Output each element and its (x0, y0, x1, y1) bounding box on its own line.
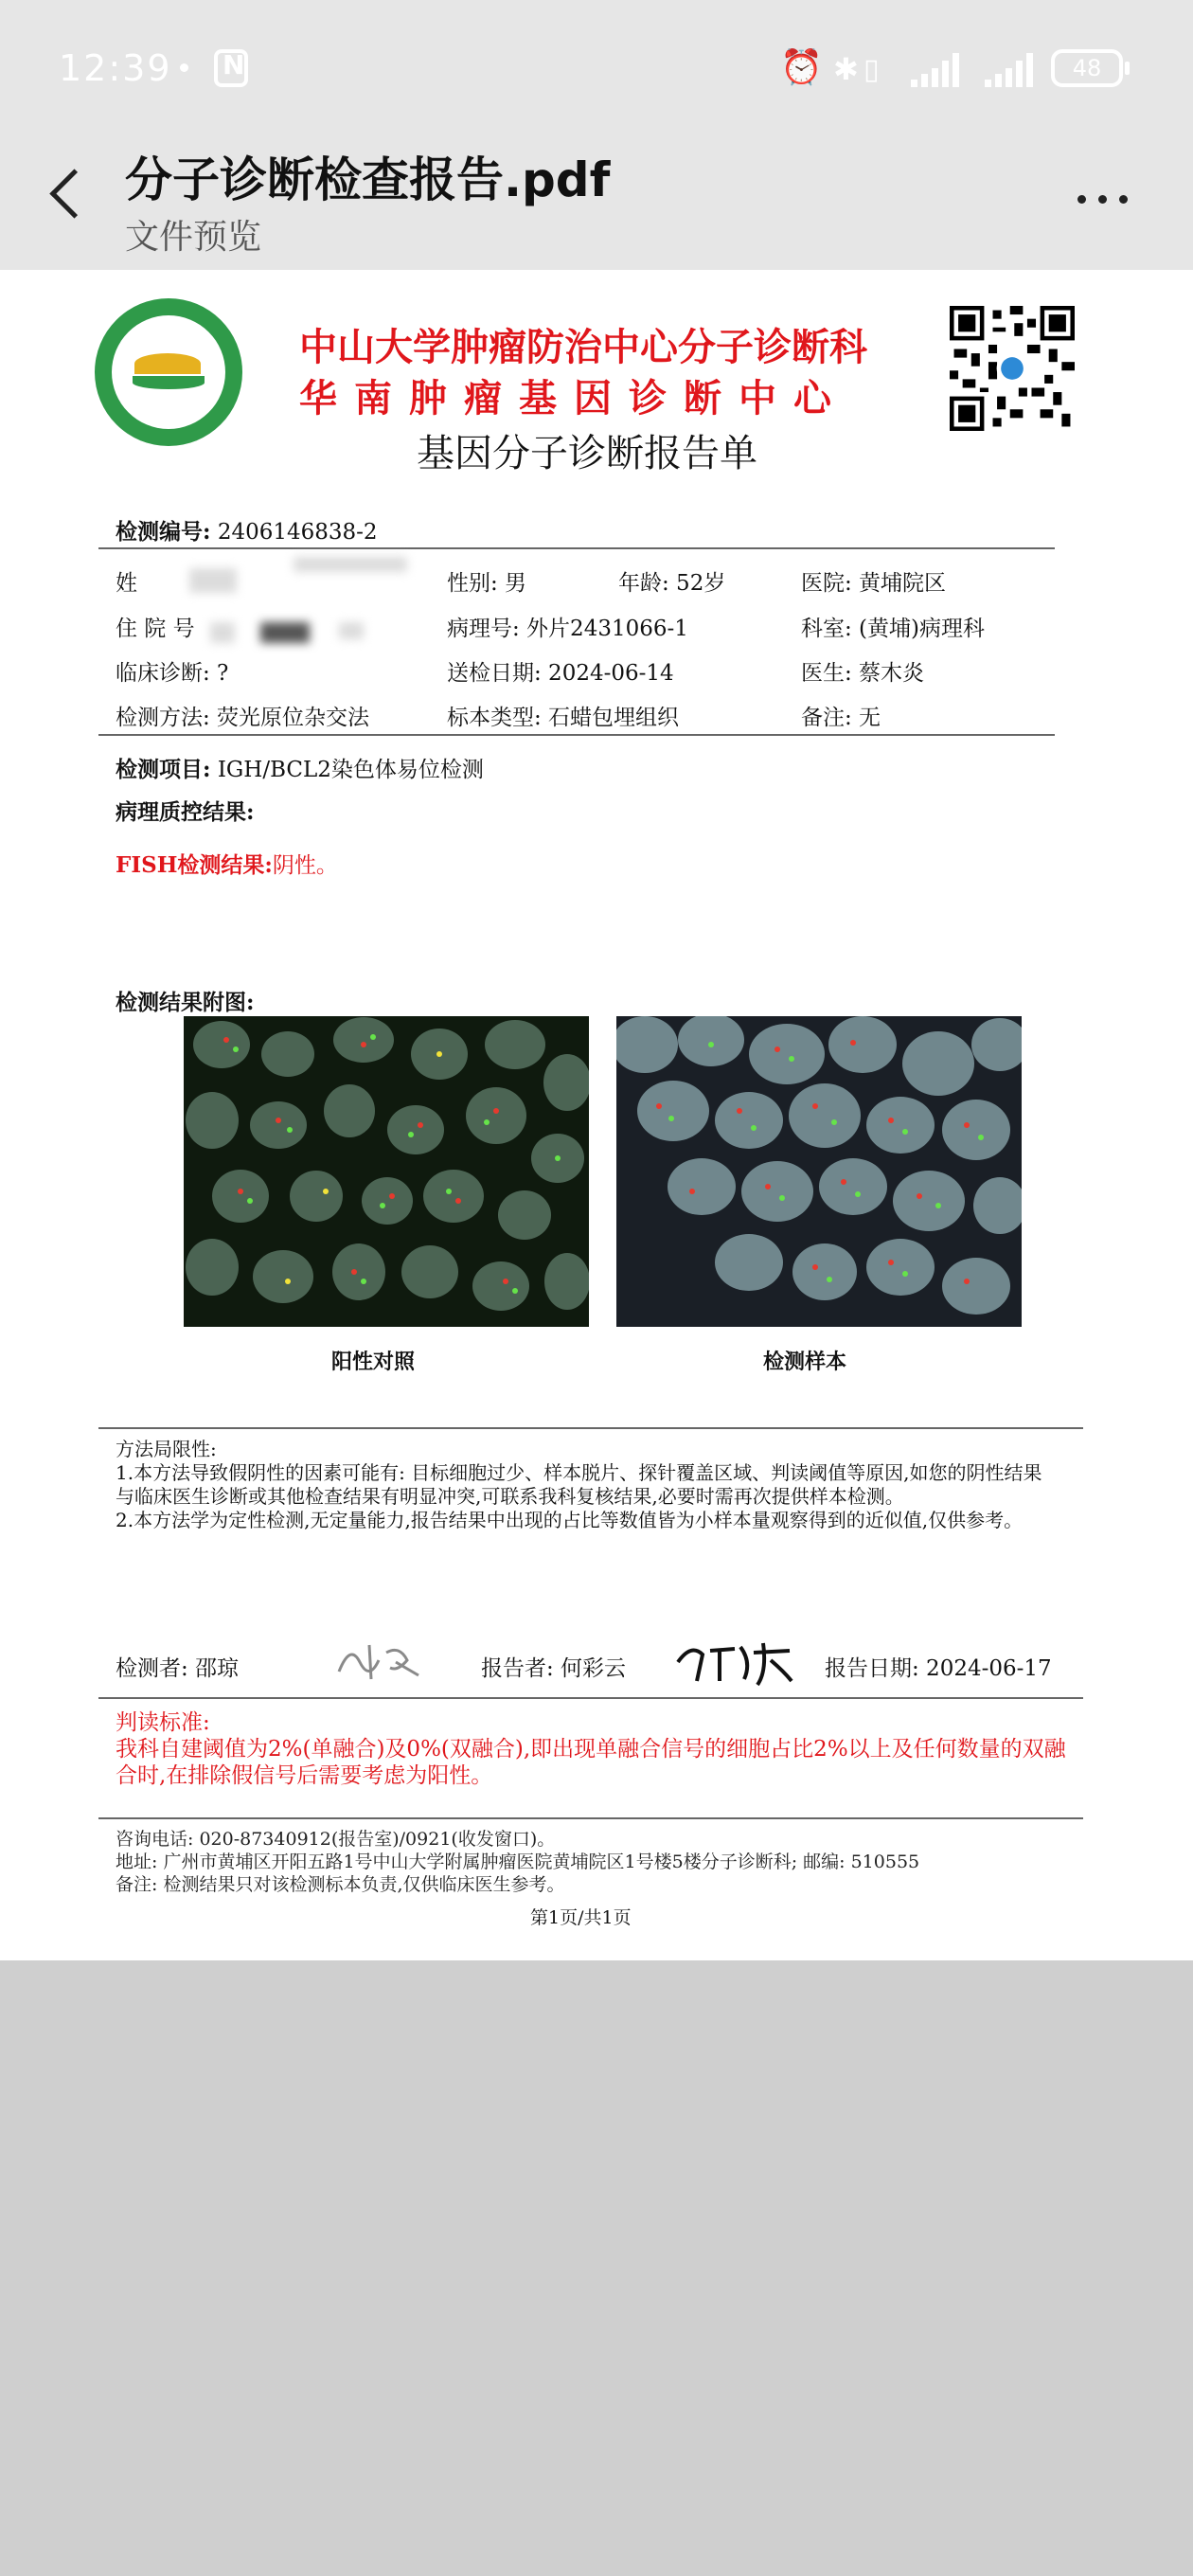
interpretation-criteria (116, 1709, 1081, 1789)
criteria-title: 判读标准: (116, 1710, 210, 1735)
page-subtitle: 文件预览 (125, 218, 262, 257)
fish-result: FISH检测结果:阴性。 (116, 852, 338, 878)
field-name-label: 姓 (116, 571, 137, 596)
pdf-page[interactable] (0, 270, 1193, 1960)
test-number: 检测编号: 2406146838-2 (116, 519, 378, 545)
field-doctor: 医生: 蔡木炎 (801, 661, 925, 686)
qc-result: 病理质控结果: (116, 799, 255, 825)
notes-title: 方法局限性: (116, 1438, 217, 1460)
note-2: 2.本方法学为定性检测,无定量能力,报告结果中出现的占比等数值皆为小样本量观察得到的近似值,仅供参考。 (116, 1509, 1024, 1531)
reporter-signature (672, 1634, 795, 1694)
images-label: 检测结果附图: (116, 990, 255, 1015)
signal-icon-2 (985, 49, 1038, 87)
method-limitations (116, 1438, 1053, 1532)
redacted-inpatient-3 (339, 622, 364, 639)
report-footer (116, 1828, 1081, 1896)
contact-address: 地址: 广州市黄埔区开阳五路1号中山大学附属肿瘤医院黄埔院区1号楼5楼分子诊断科; 邮编: 510555 (116, 1852, 920, 1872)
nfc-icon (214, 49, 248, 87)
battery-icon: 48 (1051, 49, 1123, 87)
redacted-inpatient-2 (260, 622, 310, 643)
field-method: 检测方法: 荧光原位杂交法 (116, 706, 370, 730)
report-title: 基因分子诊断报告单 (417, 432, 757, 475)
institution-name: 中山大学肿瘤防治中心分子诊断科 (299, 326, 867, 369)
back-arrow-icon[interactable] (40, 161, 87, 227)
caption-positive-control: 阳性对照 (331, 1351, 416, 1374)
redacted-mark (294, 557, 407, 572)
qr-code-icon (950, 306, 1075, 431)
field-submit-date: 送检日期: 2024-06-14 (447, 661, 674, 686)
app-header (0, 0, 1193, 270)
report-date: 报告日期: 2024-06-17 (825, 1656, 1052, 1681)
field-remark: 备注: 无 (801, 706, 881, 730)
status-time: 12:39 (59, 47, 172, 89)
tester-signature (331, 1634, 426, 1700)
field-clinical-diagnosis: 临床诊断: ? (116, 661, 229, 686)
tester: 检测者: 邵琼 (116, 1656, 240, 1681)
divider (98, 1427, 1083, 1429)
field-department: 科室: (黄埔)病理科 (801, 617, 986, 641)
divider (98, 1817, 1083, 1819)
divider (98, 547, 1055, 549)
page-title: 分子诊断检查报告.pdf (125, 152, 611, 207)
divider (98, 1697, 1083, 1699)
institution-name-2: 华南肿瘤基因诊断中心 (299, 377, 848, 420)
divider (98, 734, 1055, 736)
contact-phone: 咨询电话: 020-87340912(报告室)/0921(收发窗口)。 (116, 1829, 556, 1850)
headset-icon: ▯ (864, 53, 880, 86)
note-1: 1.本方法导致假阴性的因素可能有: 目标细胞过少、样本脱片、探针覆盖区域、判读阈值等原因,如您的阴性结果与临床医生诊断或其他检查结果有明显冲突,可联系我科复核结果,必要时需再次提供样本检测。 (116, 1461, 1042, 1508)
notification-dot-icon (180, 63, 188, 72)
field-hospital: 医院: 黄埔院区 (801, 571, 947, 596)
redacted-name (189, 568, 237, 593)
field-sex: 性别: 男 (447, 571, 527, 596)
alarm-icon: ⏰ (780, 48, 823, 87)
field-inpatient-label: 住 院 号 (116, 617, 195, 641)
positive-control-image (184, 1016, 589, 1327)
redacted-inpatient-1 (210, 622, 235, 643)
criteria-text: 我科自建阈值为2%(单融合)及0%(双融合),即出现单融合信号的细胞占比2%以上及任何数量的双融合时,在排除假信号后需要考虑为阳性。 (116, 1737, 1066, 1788)
reporter: 报告者: 何彩云 (481, 1656, 627, 1681)
test-sample-image (616, 1016, 1022, 1327)
field-specimen: 标本类型: 石蜡包埋组织 (447, 706, 680, 730)
more-options-icon[interactable] (1070, 178, 1136, 216)
caption-test-sample: 检测样本 (763, 1351, 847, 1374)
test-item: 检测项目: IGH/BCL2染色体易位检测 (116, 757, 484, 782)
signal-icon (911, 49, 964, 87)
field-age: 年龄: 52岁 (618, 571, 726, 596)
hospital-logo (95, 298, 242, 446)
field-pathology-no: 病理号: 外片2431066-1 (447, 617, 688, 641)
status-bar (0, 0, 1193, 142)
bluetooth-battery-icon: ✱ (833, 51, 859, 87)
disclaimer: 备注: 检测结果只对该检测标本负责,仅供临床医生参考。 (116, 1874, 565, 1895)
page-number: 第1页/共1页 (530, 1907, 632, 1928)
